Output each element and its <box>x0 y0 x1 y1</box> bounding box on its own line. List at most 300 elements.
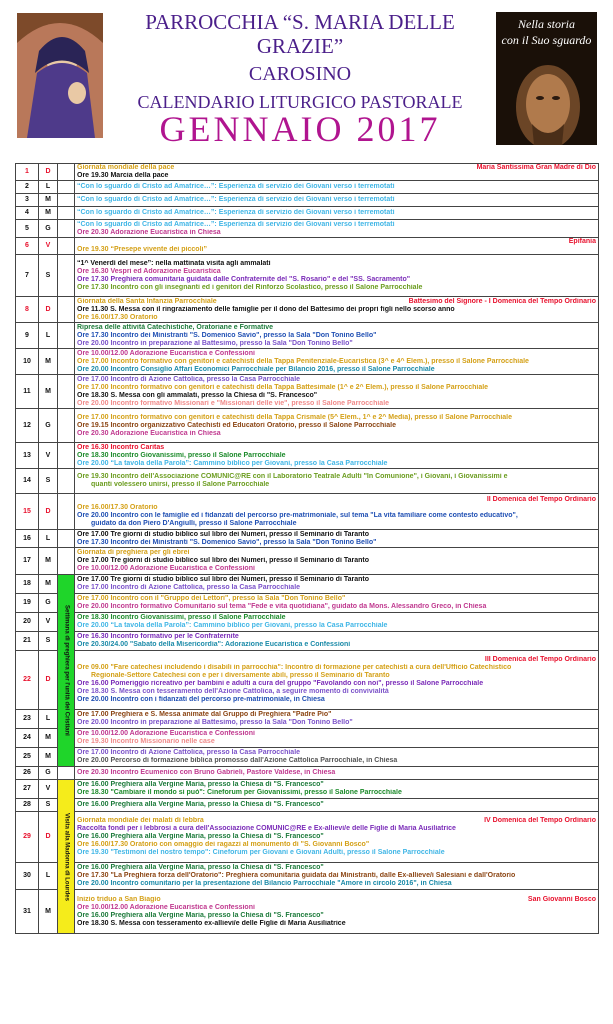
event-text: Ore 17.00 Incontro di Azione Cattolica, presso la Casa Parrocchiale <box>77 375 301 383</box>
event-text: quanti volessero unirsi, presso il Salone Parrocchiale <box>91 481 270 488</box>
calendar-row <box>16 812 599 863</box>
weekday-letter: D <box>39 164 58 181</box>
event-text: Ore 20.30 Adorazione Eucaristica in Chiesa <box>77 228 221 236</box>
motto: Nella storia con il Suo sguardo <box>501 17 592 47</box>
day-number: 20 <box>16 613 39 632</box>
event-line <box>77 481 596 489</box>
event-text: Ore 16.30 Vespri ed Adorazione Eucaristica <box>77 267 221 275</box>
event-text: Ore 20.00 Incontro Consiglio Affari Economici Parrocchiale per Bilancio 2016, presso il Salone Parrocchiale <box>77 365 435 373</box>
event-text: Ore 17.00 Incontro formativo con genitori e catechisti della Tappa Penitenziale-Eucaristica (3^ e 4^ Elem.), presso il Salone Parrocchiale <box>77 357 529 365</box>
day-events <box>75 863 599 890</box>
event-text: Ore 20.00 Incontro formativo Comunitario sul tema "Fede e vita quotidiana", guidato da Mons. Alessandro Greco, in Chiesa <box>77 603 487 610</box>
day-events <box>75 710 599 729</box>
event-text: Ore 17.00 Incontro con il "Gruppo dei Lettori", presso la Sala "Don Tonino Bello" <box>77 595 346 602</box>
day-events <box>75 375 599 409</box>
day-events <box>75 297 599 323</box>
weekday-letter: M <box>39 729 58 748</box>
side-band-empty <box>58 469 75 494</box>
weekday-letter: D <box>39 297 58 323</box>
day-events <box>75 575 599 594</box>
side-band-empty <box>58 375 75 409</box>
event-text: Ore 16.00 Preghiera alla Vergine Maria, presso la Chiesa di "S. Francesco" <box>77 801 324 808</box>
weekday-letter: G <box>39 220 58 238</box>
event-text: Ore 20.00 “La tavola della Parola”: Cammino biblico per Giovani, presso la Casa Parrocchiale <box>77 622 388 629</box>
side-band-empty <box>58 494 75 530</box>
side-band-empty <box>58 349 75 375</box>
event-text: Ore 17.00 Tre giorni di studio biblico sul libro dei Numeri, presso il Seminario di Taranto <box>77 530 369 538</box>
weekday-letter: L <box>39 530 58 548</box>
event-line <box>77 603 596 611</box>
day-number: 19 <box>16 594 39 613</box>
event-line <box>77 904 596 912</box>
calendar-row <box>16 194 599 207</box>
day-events <box>75 748 599 767</box>
event-text: Ore 20.00 Incontro con le famiglie ed i fidanzati del percorso pre-matrimoniale, sul tema "La vita familiare come contesto educativo", <box>77 511 518 519</box>
event-text: Ore 19.30 Incontro Missionario nelle case <box>77 738 215 745</box>
day-number: 23 <box>16 710 39 729</box>
event-text: Ore 20.30 Incontro Ecumenico con Bruno Gabrieli, Pastore Valdese, in Chiesa <box>77 769 336 776</box>
weekday-letter: D <box>39 651 58 710</box>
event-text: Raccolta fondi per i lebbrosi a cura dell'Associazione COMUNIC@RE e Ex-allievi/e delle Figlie di Maria Ausiliatrice <box>77 825 456 832</box>
calendar-table <box>15 163 599 934</box>
calendar-row <box>16 349 599 375</box>
event-line <box>77 306 596 314</box>
calendar-row <box>16 710 599 729</box>
event-text: Regionale-Settore Catechesi con e per i diversamente abili, presso il Seminario di Taranto <box>91 672 390 679</box>
event-text: Ore 17.30 Preghiera comunitaria guidata dalle Confraternite del "S. Rosario" e del "SS. Sacramento" <box>77 275 411 283</box>
day-events <box>75 632 599 651</box>
calendar-row <box>16 255 599 297</box>
calendar-row <box>16 632 599 651</box>
day-events <box>75 729 599 748</box>
liturgical-feast: Battesimo del Signore - I Domenica del Tempo Ordinario <box>408 297 596 305</box>
event-text: Giornata della Santa Infanzia Parrocchiale <box>77 297 217 305</box>
event-line <box>77 864 596 872</box>
event-text: Ore 16.00 Preghiera alla Vergine Maria, presso la Chiesa di "S. Francesco" <box>77 864 324 871</box>
side-band-empty <box>58 207 75 220</box>
event-line <box>77 512 596 520</box>
weekday-letter: M <box>39 375 58 409</box>
event-text: Ore 19.15 Incontro organizzativo Catechisti ed Educatori Oratorio, presso il Salone Parrocchiale <box>77 421 396 429</box>
weekday-letter: V <box>39 443 58 469</box>
weekday-letter: L <box>39 710 58 729</box>
day-events <box>75 207 599 220</box>
event-line <box>77 833 596 841</box>
weekday-letter: L <box>39 181 58 194</box>
event-text: “Con lo sguardo di Cristo ad Amatrice…”: Esperienza di servizio dei Giovani verso i terremotati <box>77 183 395 190</box>
day-events <box>75 469 599 494</box>
event-line <box>77 392 596 400</box>
event-line <box>77 238 596 246</box>
event-line <box>77 920 596 928</box>
day-number: 24 <box>16 729 39 748</box>
weekday-letter: S <box>39 799 58 812</box>
town-name: CAROSINO <box>248 63 352 85</box>
day-number: 22 <box>16 651 39 710</box>
side-band-empty <box>58 530 75 548</box>
day-number: 28 <box>16 799 39 812</box>
event-line <box>77 633 596 641</box>
event-line <box>77 789 596 797</box>
event-line <box>77 298 596 306</box>
event-line <box>77 414 596 422</box>
event-line <box>77 284 596 292</box>
event-line <box>77 719 596 727</box>
event-text: Ripresa delle attività Catechistiche, Oratoriane e Formative <box>77 323 274 331</box>
side-band-empty <box>58 323 75 349</box>
event-text: Ore 19.30 "Testimoni del nostro tempo": Cineforum per Giovani e Giovani Adulti, presso il Salone Parrocchiale <box>77 849 445 856</box>
event-text: Ore 16.30 Incontro formativo per le Confraternite <box>77 633 239 640</box>
event-line <box>77 565 596 573</box>
calendar-row <box>16 748 599 767</box>
event-text: Ore 20.00 Incontro comunitario per la presentazione del Bilancio Parrocchiale "Amore in circolo 2016", in Chiesa <box>77 880 452 887</box>
weekday-letter: M <box>39 890 58 934</box>
day-events <box>75 164 599 181</box>
day-events <box>75 812 599 863</box>
band-label: Visita alla Madonna di Lourdes <box>63 812 70 901</box>
event-text: Ore 16.00 Preghiera alla Vergine Maria, presso la Chiesa di "S. Francesco" <box>77 833 324 840</box>
event-line <box>77 825 596 833</box>
event-text: Ore 20.30/24.00 "Sabato della Misericordia": Adorazione Eucaristica e Confessioni <box>77 641 351 648</box>
event-line <box>77 738 596 746</box>
page-header <box>0 0 613 160</box>
weekday-letter: M <box>39 748 58 767</box>
calendar-row <box>16 220 599 238</box>
day-number: 25 <box>16 748 39 767</box>
event-line <box>77 504 596 512</box>
day-events <box>75 220 599 238</box>
calendar-row <box>16 207 599 220</box>
event-line <box>77 688 596 696</box>
weekday-letter: G <box>39 767 58 780</box>
event-line <box>77 172 596 180</box>
event-text: Ore 17.00 Tre giorni di studio biblico sul libro dei Numeri, presso il Seminario di Taranto <box>77 557 369 564</box>
madonna-visit-band <box>58 780 75 934</box>
event-line <box>77 268 596 276</box>
event-line <box>77 358 596 366</box>
calendar-row <box>16 530 599 548</box>
calendar-row <box>16 323 599 349</box>
day-events <box>75 323 599 349</box>
day-number: 3 <box>16 194 39 207</box>
event-text: guidato da don Piero D'Angiulli, presso il Salone Parrocchiale <box>91 519 297 527</box>
event-text: Ore 10.00/12.00 Adorazione Eucaristica e Confessioni <box>77 349 255 357</box>
event-line <box>77 595 596 603</box>
event-line <box>77 340 596 348</box>
event-line <box>77 656 596 664</box>
event-text: Ore 17.00 Incontro formativo con genitori e catechisti della Tappa Crismale (5^ Elem., 1^ e 2^ Media), presso il Salone Parrocchiale <box>77 413 513 421</box>
weekday-letter: M <box>39 207 58 220</box>
prayer-week-band <box>58 575 75 767</box>
calendar-row <box>16 409 599 443</box>
day-number: 29 <box>16 812 39 863</box>
event-line <box>77 196 596 204</box>
weekday-letter: V <box>39 238 58 255</box>
event-text: Ore 10.00/12.00 Adorazione Eucaristica e Confessioni <box>77 730 255 737</box>
day-events <box>75 651 599 710</box>
event-line <box>77 452 596 460</box>
event-text: Ore 16.00 Preghiera alla Vergine Maria, presso la Chiesa di "S. Francesco" <box>77 911 324 919</box>
day-events <box>75 799 599 812</box>
calendar-row <box>16 863 599 890</box>
event-line <box>77 896 596 904</box>
day-number: 21 <box>16 632 39 651</box>
weekday-letter: V <box>39 780 58 799</box>
day-events <box>75 194 599 207</box>
event-text: Ore 20.00 Incontro formativo Missionari e "Missionari delle vie", presso il Salone Parrocchiale <box>77 399 390 407</box>
side-band-empty <box>58 443 75 469</box>
event-line <box>77 817 596 825</box>
event-text: Giornata di preghiera per gli ebrei <box>77 549 190 556</box>
event-text: Ore 18.30 S. Messa con tesseramento ex-allievi/e delle Figlie di Maria Ausiliatrice <box>77 919 346 927</box>
month-title: GENNAIO 2017 <box>159 109 441 149</box>
event-text: Ore 18.30 S. Messa con tesseramento dell'Azione Cattolica, a seguire momento di convivialità <box>77 688 389 695</box>
event-line <box>77 841 596 849</box>
side-band-empty <box>58 220 75 238</box>
calendar-row <box>16 729 599 748</box>
event-text <box>77 496 79 503</box>
day-number: 5 <box>16 220 39 238</box>
event-text: Ore 17.00 Tre giorni di studio biblico sul libro dei Numeri, presso il Seminario di Taranto <box>77 576 369 583</box>
event-text: Ore 17.00 Incontro di Azione Cattolica, presso la Casa Parrocchiale <box>77 749 301 756</box>
day-number: 16 <box>16 530 39 548</box>
event-text: Ore 18.30 Incontro Giovanissimi, presso il Salone Parrocchiale <box>77 614 286 621</box>
band-label: Settimana di preghiera per l'unità dei Cristiani <box>63 605 70 736</box>
day-number: 15 <box>16 494 39 530</box>
event-line <box>77 880 596 888</box>
event-text: “Con lo sguardo di Cristo ad Amatrice…”: Esperienza di servizio dei Giovani verso i terremotati <box>77 196 395 203</box>
event-text: “1^ Venerdì del mese”: nella mattinata visita agli ammalati <box>77 259 271 267</box>
liturgical-feast: San Giovanni Bosco <box>527 895 596 903</box>
weekday-letter: M <box>39 194 58 207</box>
event-line <box>77 276 596 284</box>
side-band-empty <box>58 194 75 207</box>
side-band-empty <box>58 297 75 323</box>
calendar-row <box>16 780 599 799</box>
calendar-row <box>16 297 599 323</box>
side-band-empty <box>58 238 75 255</box>
event-line <box>77 730 596 738</box>
day-number: 27 <box>16 780 39 799</box>
event-text: Ore 10.00/12.00 Adorazione Eucaristica e Confessioni <box>77 903 255 911</box>
side-band-empty <box>58 767 75 780</box>
calendar-subtitle: CALENDARIO LITURGICO PASTORALE <box>137 92 463 112</box>
day-number: 11 <box>16 375 39 409</box>
day-events <box>75 613 599 632</box>
calendar-row <box>16 799 599 812</box>
event-text <box>77 656 79 663</box>
liturgical-feast: Epifania <box>568 238 596 245</box>
liturgical-feast: III Domenica del Tempo Ordinario <box>484 656 596 663</box>
event-text <box>77 238 79 245</box>
day-number: 31 <box>16 890 39 934</box>
calendar-row <box>16 548 599 575</box>
event-text: Ore 16.00/17.30 Oratorio con omaggio dei ragazzi al monumento di "S. Giovanni Bosco" <box>77 841 370 848</box>
calendar-row <box>16 575 599 594</box>
weekday-letter: L <box>39 863 58 890</box>
event-line <box>77 384 596 392</box>
weekday-letter: G <box>39 409 58 443</box>
calendar-row <box>16 164 599 181</box>
event-text: Ore 17.30 Incontro dei Ministranti "S. Domenico Savio", presso la Sala "Don Tonino Bello" <box>77 331 377 339</box>
day-number: 2 <box>16 181 39 194</box>
madonna-icon <box>17 13 103 138</box>
parish-name: PARROCCHIA “S. MARIA DELLE GRAZIE” <box>145 10 455 58</box>
event-text: Ore 16.30 Incontro Caritas <box>77 443 165 451</box>
day-number: 7 <box>16 255 39 297</box>
day-number: 12 <box>16 409 39 443</box>
event-line <box>77 757 596 765</box>
event-text: Ore 20.00 “La tavola della Parola”: Cammino biblico per Giovani, presso la Casa Parrocchiale <box>77 459 388 467</box>
day-number: 30 <box>16 863 39 890</box>
event-text: Ore 16.00/17.30 Oratorio <box>77 503 158 511</box>
weekday-letter: D <box>39 812 58 863</box>
event-line <box>77 229 596 237</box>
event-text: Ore 16.00 Pomeriggio ricreativo per bambini e adulti a cura del gruppo "Favolando con noi", presso il Salone Parrocchiale <box>77 680 484 687</box>
event-line <box>77 576 596 584</box>
event-line <box>77 430 596 438</box>
day-number: 4 <box>16 207 39 220</box>
day-events <box>75 443 599 469</box>
liturgical-feast: IV Domenica del Tempo Ordinario <box>484 817 596 824</box>
event-text: Ore 17.00 Incontro formativo con genitori e catechisti della Tappa Battesimale (1^ e 2^ Elem.), presso il Salone Parrocchiale <box>77 383 489 391</box>
event-line <box>77 164 596 172</box>
day-events <box>75 181 599 194</box>
event-text: Ore 17.00 Preghiera e S. Messa animate dal Gruppo di Preghiera "Padre Pio" <box>77 711 332 718</box>
calendar-row <box>16 651 599 710</box>
event-text: Ore 20.30 Adorazione Eucaristica in Chiesa <box>77 429 221 437</box>
weekday-letter: G <box>39 594 58 613</box>
day-events <box>75 349 599 375</box>
event-line <box>77 473 596 481</box>
event-text: Ore 18.30 S. Messa con gli ammalati, presso la Chiesa di "S. Francesco" <box>77 391 318 399</box>
weekday-letter: L <box>39 323 58 349</box>
day-number: 8 <box>16 297 39 323</box>
liturgical-feast: II Domenica del Tempo Ordinario <box>486 495 596 503</box>
side-band-empty <box>58 255 75 297</box>
day-number: 10 <box>16 349 39 375</box>
weekday-letter: D <box>39 494 58 530</box>
event-text: “Con lo sguardo di Cristo ad Amatrice…”: Esperienza di servizio dei Giovani verso i terremotati <box>77 220 395 228</box>
event-text: Ore 20.00 Incontro in preparazione al Battesimo, presso la Sala "Don Tonino Bello" <box>77 719 353 726</box>
event-text: Ore 16.00/17.30 Oratorio <box>77 313 158 321</box>
event-text: “Con lo sguardo di Cristo ad Amatrice…”: Esperienza di servizio dei Giovani verso i terremotati <box>77 209 395 216</box>
liturgical-feast: Maria Santissima Gran Madre di Dio <box>476 164 596 171</box>
event-line <box>77 520 596 528</box>
event-line <box>77 614 596 622</box>
event-line <box>77 350 596 358</box>
event-line <box>77 221 596 229</box>
event-text: Giornata mondiale della pace <box>77 164 175 171</box>
event-line <box>77 872 596 880</box>
event-line <box>77 557 596 565</box>
side-band-empty <box>58 409 75 443</box>
calendar-row <box>16 613 599 632</box>
side-band-empty <box>58 181 75 194</box>
event-line <box>77 672 596 680</box>
weekday-letter: M <box>39 548 58 575</box>
event-text: Ore 20.00 Percorso di formazione biblica promosso dall'Azione Cattolica Parrocchiale, in Chiesa <box>77 757 398 764</box>
event-line <box>77 622 596 630</box>
event-text: Ore 09.00 "Fare catechesi includendo i disabili in parrocchia": Incontro di formazione per catechisti a cura dell'Ufficio Catechistico <box>77 664 512 671</box>
day-number: 1 <box>16 164 39 181</box>
event-line <box>77 641 596 649</box>
event-line <box>77 680 596 688</box>
event-line <box>77 584 596 592</box>
event-line <box>77 496 596 504</box>
event-line <box>77 531 596 539</box>
event-text: Ore 19.30 Marcia della pace <box>77 172 169 179</box>
event-text: Ore 17.30 "La Preghiera forza dell'Oratorio": Preghiera comunitaria guidata dai Ministranti, dalle Ex-allieve/i Salesiani e dall'Oratorio <box>77 872 516 879</box>
event-line <box>77 781 596 789</box>
event-line <box>77 209 596 217</box>
day-number: 18 <box>16 575 39 594</box>
day-events <box>75 890 599 934</box>
event-line <box>77 801 596 809</box>
event-line <box>77 539 596 547</box>
event-line <box>77 260 596 268</box>
event-text: Ore 18.30 Incontro Giovanissimi, presso il Salone Parrocchiale <box>77 451 286 459</box>
event-text: Ore 19.30 “Presepe vivente dei piccoli” <box>77 246 207 253</box>
day-number: 26 <box>16 767 39 780</box>
weekday-letter: S <box>39 469 58 494</box>
calendar-row <box>16 238 599 255</box>
event-line <box>77 460 596 468</box>
event-line <box>77 749 596 757</box>
event-line <box>77 422 596 430</box>
event-text: Inizio triduo a San Biagio <box>77 895 161 903</box>
event-line <box>77 696 596 704</box>
event-line <box>77 549 596 557</box>
event-text: Ore 20.00 Incontro con i fidanzati del percorso pre-matrimoniale, in Chiesa <box>77 696 325 703</box>
calendar-row <box>16 890 599 934</box>
day-events <box>75 767 599 780</box>
event-text: Ore 19.30 Incontro dell'Associazione COMUNIC@RE con il Laboratorio Teatrale Adulti "In Comunione", i Giovani, i Giovanissimi e <box>77 473 508 480</box>
day-number: 6 <box>16 238 39 255</box>
side-band-empty <box>58 548 75 575</box>
event-text: Ore 18.30 "Cambiare il mondo si può": Cineforum per Giovanissimi, presso il Salone Parrocchiale <box>77 789 402 796</box>
day-events <box>75 238 599 255</box>
event-line <box>77 849 596 857</box>
weekday-letter: S <box>39 255 58 297</box>
weekday-letter: M <box>39 575 58 594</box>
event-text: Ore 20.00 Incontro in preparazione al Battesimo, presso la Sala "Don Tonino Bello" <box>77 339 353 347</box>
day-events <box>75 594 599 613</box>
event-text: Giornata mondiale dei malati di lebbra <box>77 817 204 824</box>
day-number: 13 <box>16 443 39 469</box>
side-band-empty <box>58 164 75 181</box>
event-line <box>77 664 596 672</box>
calendar-row <box>16 594 599 613</box>
event-line <box>77 324 596 332</box>
calendar-row <box>16 181 599 194</box>
event-text: Ore 17.30 Incontro dei Ministranti "S. Domenico Savio", presso la Sala "Don Tonino Bello" <box>77 538 377 546</box>
event-line <box>77 769 596 777</box>
day-events <box>75 255 599 297</box>
weekday-letter: V <box>39 613 58 632</box>
event-line <box>77 332 596 340</box>
event-line <box>77 376 596 384</box>
christ-face-image <box>496 12 597 145</box>
event-line <box>77 366 596 374</box>
event-line <box>77 444 596 452</box>
event-text: Ore 11.30 S. Messa con il ringraziamento delle famiglie per il dono del Battesimo dei propri figli nello scorso anno <box>77 305 455 313</box>
calendar-row <box>16 443 599 469</box>
event-line <box>77 246 596 254</box>
calendar-row <box>16 375 599 409</box>
day-events <box>75 548 599 575</box>
calendar-row <box>16 494 599 530</box>
